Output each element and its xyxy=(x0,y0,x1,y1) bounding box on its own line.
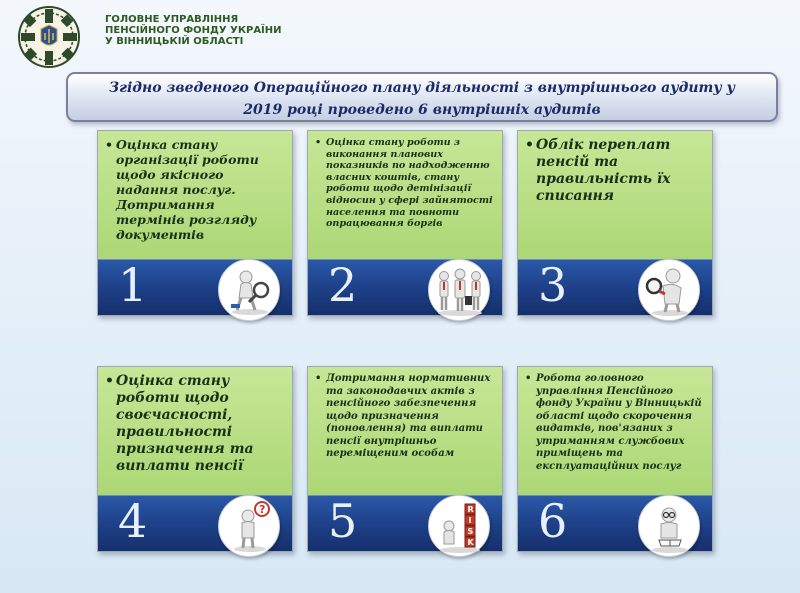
audit-card-text: Робота головного управління Пенсійного фонду України у Вінницькій області щодо скорочення видатків, пов'язаних з утриманням службових приміщень та експлуатаційних послуг xyxy=(536,373,702,472)
audit-number: 1 xyxy=(118,258,148,312)
svg-text:?: ? xyxy=(259,503,266,516)
audit-card-2 xyxy=(307,130,503,316)
audit-card-text-area xyxy=(98,131,292,261)
pension-fund-emblem-icon xyxy=(8,4,90,70)
number-band xyxy=(308,259,502,315)
audit-card-text: Оцінка стану організації роботи щодо якісного надання послуг. Дотримання термінів розгляду документів xyxy=(116,137,259,242)
audit-card-1 xyxy=(97,130,293,316)
audit-card-5 xyxy=(307,366,503,552)
org-line-3: У ВІННИЦЬКІЙ ОБЛАСТІ xyxy=(105,36,244,47)
bullet-marker: • xyxy=(315,373,322,384)
banner-line-2: 2019 році проведено 6 внутрішніх аудитів xyxy=(243,102,601,118)
audit-card-text-area xyxy=(518,367,712,497)
audit-number: 2 xyxy=(328,258,358,312)
audit-number: 6 xyxy=(538,494,568,548)
audit-number: 5 xyxy=(328,494,358,548)
banner-line-1: Згідно зведеного Операційного плану діяльності з внутрішнього аудиту у xyxy=(109,80,735,96)
person-magnifier-icon xyxy=(218,259,280,321)
org-line-1: ГОЛОВНЕ УПРАВЛІННЯ xyxy=(105,14,239,25)
audit-card-text-area xyxy=(518,131,712,261)
number-band xyxy=(518,495,712,551)
svg-text:K: K xyxy=(467,538,474,547)
bullet-marker: • xyxy=(105,373,114,389)
audit-card-text: Облік переплат пенсій та правильність їх списання xyxy=(536,137,671,204)
audit-card-text: Оцінка стану роботи з виконання планових показників по надходженню власних коштів, стану роботи щодо детінізації відносин у сфері зайнятості населення та повноти опрацювання боргів xyxy=(326,137,493,230)
title-banner xyxy=(66,72,778,122)
risk-blocks-icon xyxy=(428,495,490,557)
number-band xyxy=(98,495,292,551)
audit-card-text: Оцінка стану роботи щодо своєчасності, правильності призначення та виплати пенсії xyxy=(116,373,254,474)
number-band xyxy=(518,259,712,315)
audit-number: 3 xyxy=(538,258,568,312)
person-question-icon xyxy=(218,495,280,557)
audit-card-4 xyxy=(97,366,293,552)
svg-text:S: S xyxy=(467,527,474,536)
audit-card-text-area xyxy=(308,367,502,497)
svg-text:R: R xyxy=(467,505,474,514)
audit-card-6 xyxy=(517,366,713,552)
org-line-2: ПЕНСІЙНОГО ФОНДУ УКРАЇНИ xyxy=(105,25,282,36)
audit-card-text: Дотримання нормативних та законодавчих актів з пенсійного забезпечення щодо призначення (поновлення) та виплати пенсії внутрішньо переміщеним особам xyxy=(326,373,491,459)
audit-card-text-area xyxy=(98,367,292,497)
person-reading-icon xyxy=(638,495,700,557)
audit-number: 4 xyxy=(118,494,148,548)
bullet-marker: • xyxy=(525,137,534,153)
person-magnifying-glass-icon xyxy=(638,259,700,321)
number-band xyxy=(98,259,292,315)
svg-text:I: I xyxy=(468,516,472,525)
organization-name xyxy=(105,14,282,47)
group-of-people-icon xyxy=(428,259,490,321)
bullet-marker: • xyxy=(525,373,532,384)
bullet-marker: • xyxy=(105,137,113,152)
bullet-marker: • xyxy=(315,137,322,148)
audit-card-text-area xyxy=(308,131,502,261)
audit-card-3 xyxy=(517,130,713,316)
number-band xyxy=(308,495,502,551)
